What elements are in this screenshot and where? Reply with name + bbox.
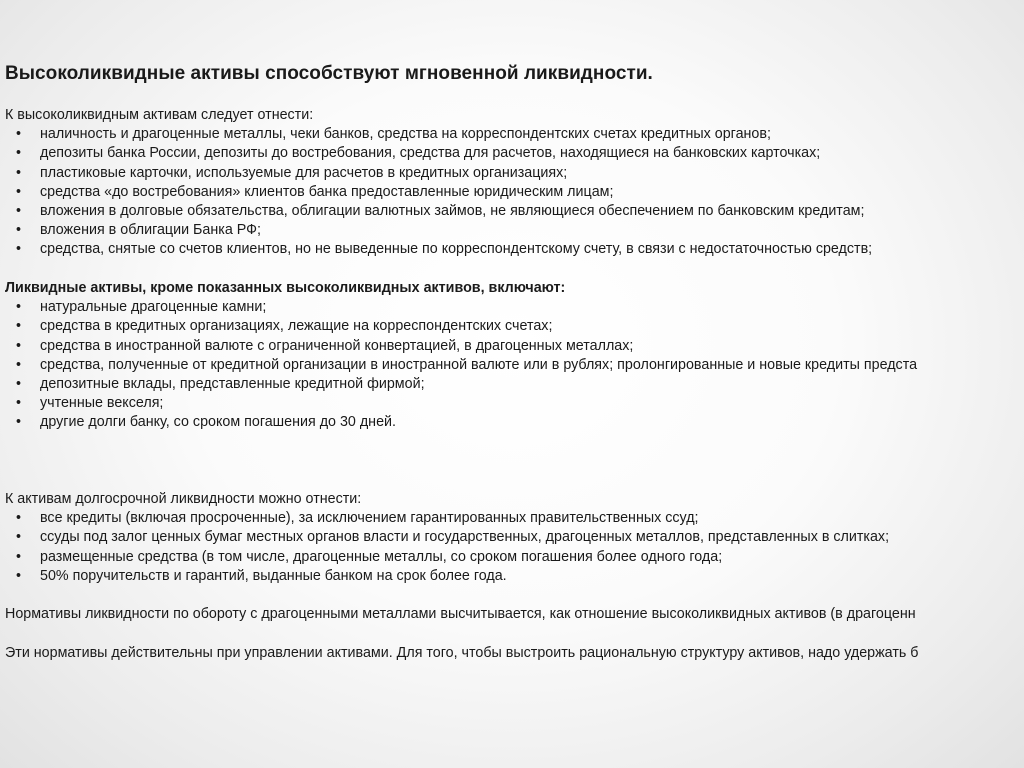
list-item xyxy=(5,125,1024,144)
bullet-icon: • xyxy=(16,318,22,335)
section-heading: К активам долгосрочной ликвидности можно отнести: xyxy=(5,491,362,507)
list-item-text: наличность и драгоценные металлы, чеки банков, средства на корреспондентских счетах кредитных органов; xyxy=(40,126,771,143)
list-item-text: другие долги банку, со сроком погашения до 30 дней. xyxy=(40,414,396,431)
list-item-text: пластиковые карточки, используемые для расчетов в кредитных организациях; xyxy=(40,164,568,181)
list-item-text: вложения в облигации Банка РФ; xyxy=(40,222,261,239)
list-item xyxy=(5,413,1024,432)
list-item-text: депозитные вклады, представленные кредитной фирмой; xyxy=(40,376,425,393)
list-item xyxy=(5,375,1024,394)
list-item-text: все кредиты (включая просроченные), за исключением гарантированных правительственных ссуд; xyxy=(40,510,699,527)
section-liquid-assets xyxy=(5,279,1024,433)
section-heading: К высоколиквидным активам следует отнести: xyxy=(5,107,314,123)
bullet-icon: • xyxy=(16,548,22,565)
section-high-liquidity xyxy=(5,106,1024,260)
bullet-icon: • xyxy=(16,567,22,584)
list-item-text: средства в иностранной валюте с ограниченной конвертацией, в драгоценных металлах; xyxy=(40,337,634,354)
list-item xyxy=(5,164,1024,183)
list-item-text: средства «до востребования» клиентов банка предоставленные юридическим лицам; xyxy=(40,183,614,200)
list-item-text: депозиты банка России, депозиты до востребования, средства для расчетов, находящиеся на банковских карточках; xyxy=(40,145,821,162)
bullet-icon: • xyxy=(16,203,22,220)
list-item xyxy=(5,144,1024,163)
paragraph-liquidity-norms: Нормативы ликвидности по обороту с драгоценными металлами высчитывается, как отношение высоколиквидных активов (в драгоценн xyxy=(5,606,916,622)
bullet-icon: • xyxy=(16,510,22,527)
list-item-text: учтенные векселя; xyxy=(40,395,164,412)
bullet-icon: • xyxy=(16,337,22,354)
bullet-icon: • xyxy=(16,145,22,162)
list-item xyxy=(5,183,1024,202)
bullet-icon: • xyxy=(16,395,22,412)
list-item-text: ссуды под залог ценных бумаг местных органов власти и государственных, драгоценных металлов, представленных в слитках; xyxy=(40,529,890,546)
slide-title: Высоколиквидные активы способствуют мгновенной ликвидности. xyxy=(5,63,653,84)
list-item xyxy=(5,337,1024,356)
bullet-icon: • xyxy=(16,376,22,393)
list-item xyxy=(5,394,1024,413)
bullet-icon: • xyxy=(16,414,22,431)
bullet-icon: • xyxy=(16,126,22,143)
bullet-icon: • xyxy=(16,183,22,200)
section-heading: Ликвидные активы, кроме показанных высоколиквидных активов, включают: xyxy=(5,280,566,296)
list-item xyxy=(5,240,1024,259)
bullet-icon: • xyxy=(16,529,22,546)
list-item-text: средства, снятые со счетов клиентов, но не выведенные по корреспондентскому счету, в связи с недостаточностью средств; xyxy=(40,241,873,258)
list-item xyxy=(5,528,1024,547)
list-item xyxy=(5,221,1024,240)
list-item-text: 50% поручительств и гарантий, выданные банком на срок более года. xyxy=(40,567,507,584)
bullet-icon: • xyxy=(16,356,22,373)
list-item-text: натуральные драгоценные камни; xyxy=(40,299,267,316)
list-item xyxy=(5,567,1024,586)
bullet-icon: • xyxy=(16,299,22,316)
list-item xyxy=(5,202,1024,221)
bullet-list xyxy=(5,509,1024,586)
list-item xyxy=(5,509,1024,528)
paragraph-norms-validity: Эти нормативы действительны при управлении активами. Для того, чтобы выстроить рациональную структуру активов, надо удержать б xyxy=(5,645,919,661)
list-item-text: средства, полученные от кредитной организации в иностранной валюте или в рублях; пролонгированные и новые кредиты предста xyxy=(40,356,918,373)
list-item-text: средства в кредитных организациях, лежащие на корреспондентских счетах; xyxy=(40,318,553,335)
list-item xyxy=(5,356,1024,375)
list-item-text: вложения в долговые обязательства, облигации валютных займов, не являющиеся обеспечением по банковским кредитам; xyxy=(40,203,865,220)
list-item xyxy=(5,317,1024,336)
list-item-text: размещенные средства (в том числе, драгоценные металлы, со сроком погашения более одного года; xyxy=(40,548,723,565)
bullet-list xyxy=(5,125,1024,259)
section-long-term-liquidity xyxy=(5,490,1024,586)
bullet-icon: • xyxy=(16,222,22,239)
bullet-icon: • xyxy=(16,241,22,258)
bullet-icon: • xyxy=(16,164,22,181)
list-item xyxy=(5,548,1024,567)
list-item xyxy=(5,298,1024,317)
bullet-list xyxy=(5,298,1024,432)
